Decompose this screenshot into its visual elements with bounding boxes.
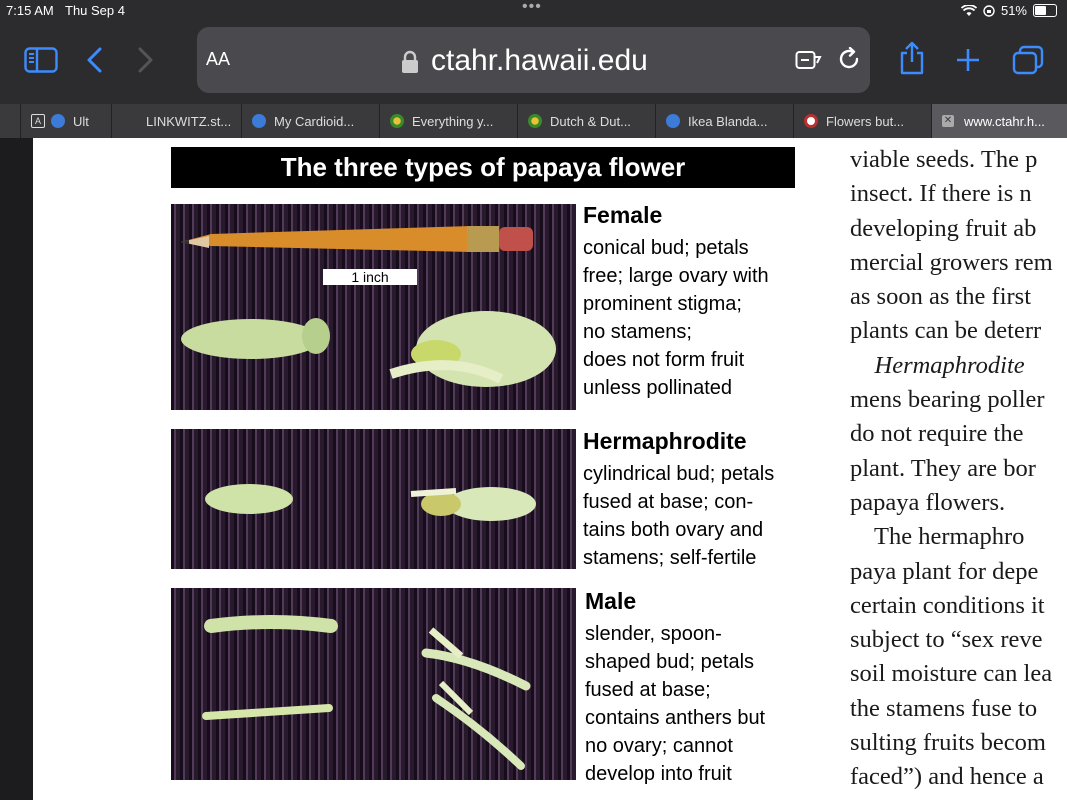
battery-percent: 51% [1000, 3, 1027, 18]
tab-label: LINKWITZ.st... [146, 113, 232, 129]
article-line: developing fruit ab [850, 214, 1037, 242]
wave-site-icon [252, 114, 266, 128]
hermaphrodite-title: Hermaphrodite [583, 428, 747, 454]
hermaphrodite-description: cylindrical bud; petals fused at base; con- tains both ovary and stamens; self-fertile [583, 463, 775, 569]
article-line: mens bearing poller [850, 386, 1045, 414]
article-line: subject to “sex reve [850, 626, 1043, 654]
article-text [850, 143, 1067, 795]
tab-label: Flowers but... [826, 113, 905, 129]
tab-overview-icon[interactable] [1012, 45, 1044, 75]
tab-linkwitz[interactable] [111, 104, 241, 138]
red-site-icon [804, 114, 818, 128]
battery-icon [1033, 4, 1057, 17]
article-line: certain conditions it [850, 591, 1045, 619]
male-title: Male [585, 588, 637, 614]
tab-everything[interactable] [379, 104, 517, 138]
article-line: mercial growers rem [850, 248, 1053, 276]
article-line: soil moisture can lea [850, 660, 1053, 688]
article-line: viable seeds. The p [850, 146, 1038, 173]
female-flower-photo [171, 204, 576, 410]
hermaphrodite-flowers-illustration [171, 429, 576, 569]
male-description: slender, spoon- shaped bud; petals fused at base; contains anthers but no ovary; cannot develop into fruit [585, 623, 766, 785]
translate-icon[interactable] [795, 49, 823, 71]
new-tab-icon[interactable] [955, 47, 981, 73]
forward-icon[interactable] [136, 47, 154, 73]
tab-label: Ult [73, 113, 89, 129]
article-line: Hermaphrodite [850, 351, 1025, 379]
wifi-icon [961, 5, 977, 17]
tab-spacer [0, 104, 20, 138]
flower-site-icon [528, 114, 542, 128]
web-page[interactable] [33, 138, 1067, 800]
article-line: paya plant for depe [850, 557, 1039, 585]
male-flower-photo [171, 588, 576, 780]
tab-ctahr[interactable] [931, 104, 1067, 138]
article-line: do not require the [850, 420, 1024, 448]
hermaphrodite-flower-photo [171, 429, 576, 569]
tab-flowers[interactable] [793, 104, 931, 138]
page-icon: A [31, 114, 45, 128]
article-line: papaya flowers. [850, 488, 1006, 516]
tab-ult[interactable] [20, 104, 111, 138]
article-line: insect. If there is n [850, 180, 1032, 208]
close-tab-icon[interactable]: ✕ [943, 115, 953, 126]
flower-site-icon [390, 114, 404, 128]
tab-bar [0, 104, 1067, 138]
article-line: The hermaphro [850, 523, 1025, 551]
figure-title: The three types of papaya flower [171, 147, 795, 188]
status-time: 7:15 AM [6, 3, 54, 18]
tab-label: My Cardioid... [274, 113, 355, 129]
page-margin [0, 138, 33, 800]
pencil-and-flowers-illustration [171, 204, 576, 410]
tab-my-cardioid[interactable] [241, 104, 379, 138]
article-line: sulting fruits becom [850, 729, 1046, 757]
sidebar-icon[interactable] [24, 47, 58, 73]
page-settings-button[interactable]: AA [206, 49, 231, 69]
article-line: plant. They are bor [850, 454, 1036, 482]
status-bar [0, 0, 1067, 22]
share-icon[interactable] [898, 41, 926, 75]
lock-icon [401, 50, 419, 74]
multitasking-dots[interactable]: ••• [522, 0, 542, 15]
female-title: Female [583, 202, 663, 228]
tab-label: Ikea Blanda... [688, 113, 768, 129]
article-line: the stamens fuse to [850, 694, 1038, 722]
male-flowers-illustration [171, 588, 576, 780]
tab-label: Everything y... [412, 113, 494, 129]
status-date: Thu Sep 4 [65, 3, 125, 18]
url-text[interactable]: ctahr.hawaii.edu [431, 44, 648, 77]
wave-site-icon [666, 114, 680, 128]
address-bar[interactable] [197, 27, 870, 93]
article-line: as soon as the first [850, 283, 1031, 311]
orientation-lock-icon [983, 5, 995, 17]
wave-site-icon [51, 114, 65, 128]
tab-ikea[interactable] [655, 104, 793, 138]
tab-dutch[interactable] [517, 104, 655, 138]
reload-icon[interactable] [837, 47, 861, 71]
scale-label: 1 inch [323, 269, 417, 285]
article-line: faced”) and hence a [850, 763, 1044, 791]
article-line: plants can be deterr [850, 317, 1042, 345]
tab-label: www.ctahr.h... [964, 113, 1045, 129]
female-description: conical bud; petals free; large ovary with prominent stigma; no stamens; does not form fruit unless pollinated [583, 237, 769, 399]
tab-label: Dutch & Dut... [550, 113, 631, 129]
browser-toolbar [0, 22, 1067, 104]
back-icon[interactable] [86, 47, 104, 73]
